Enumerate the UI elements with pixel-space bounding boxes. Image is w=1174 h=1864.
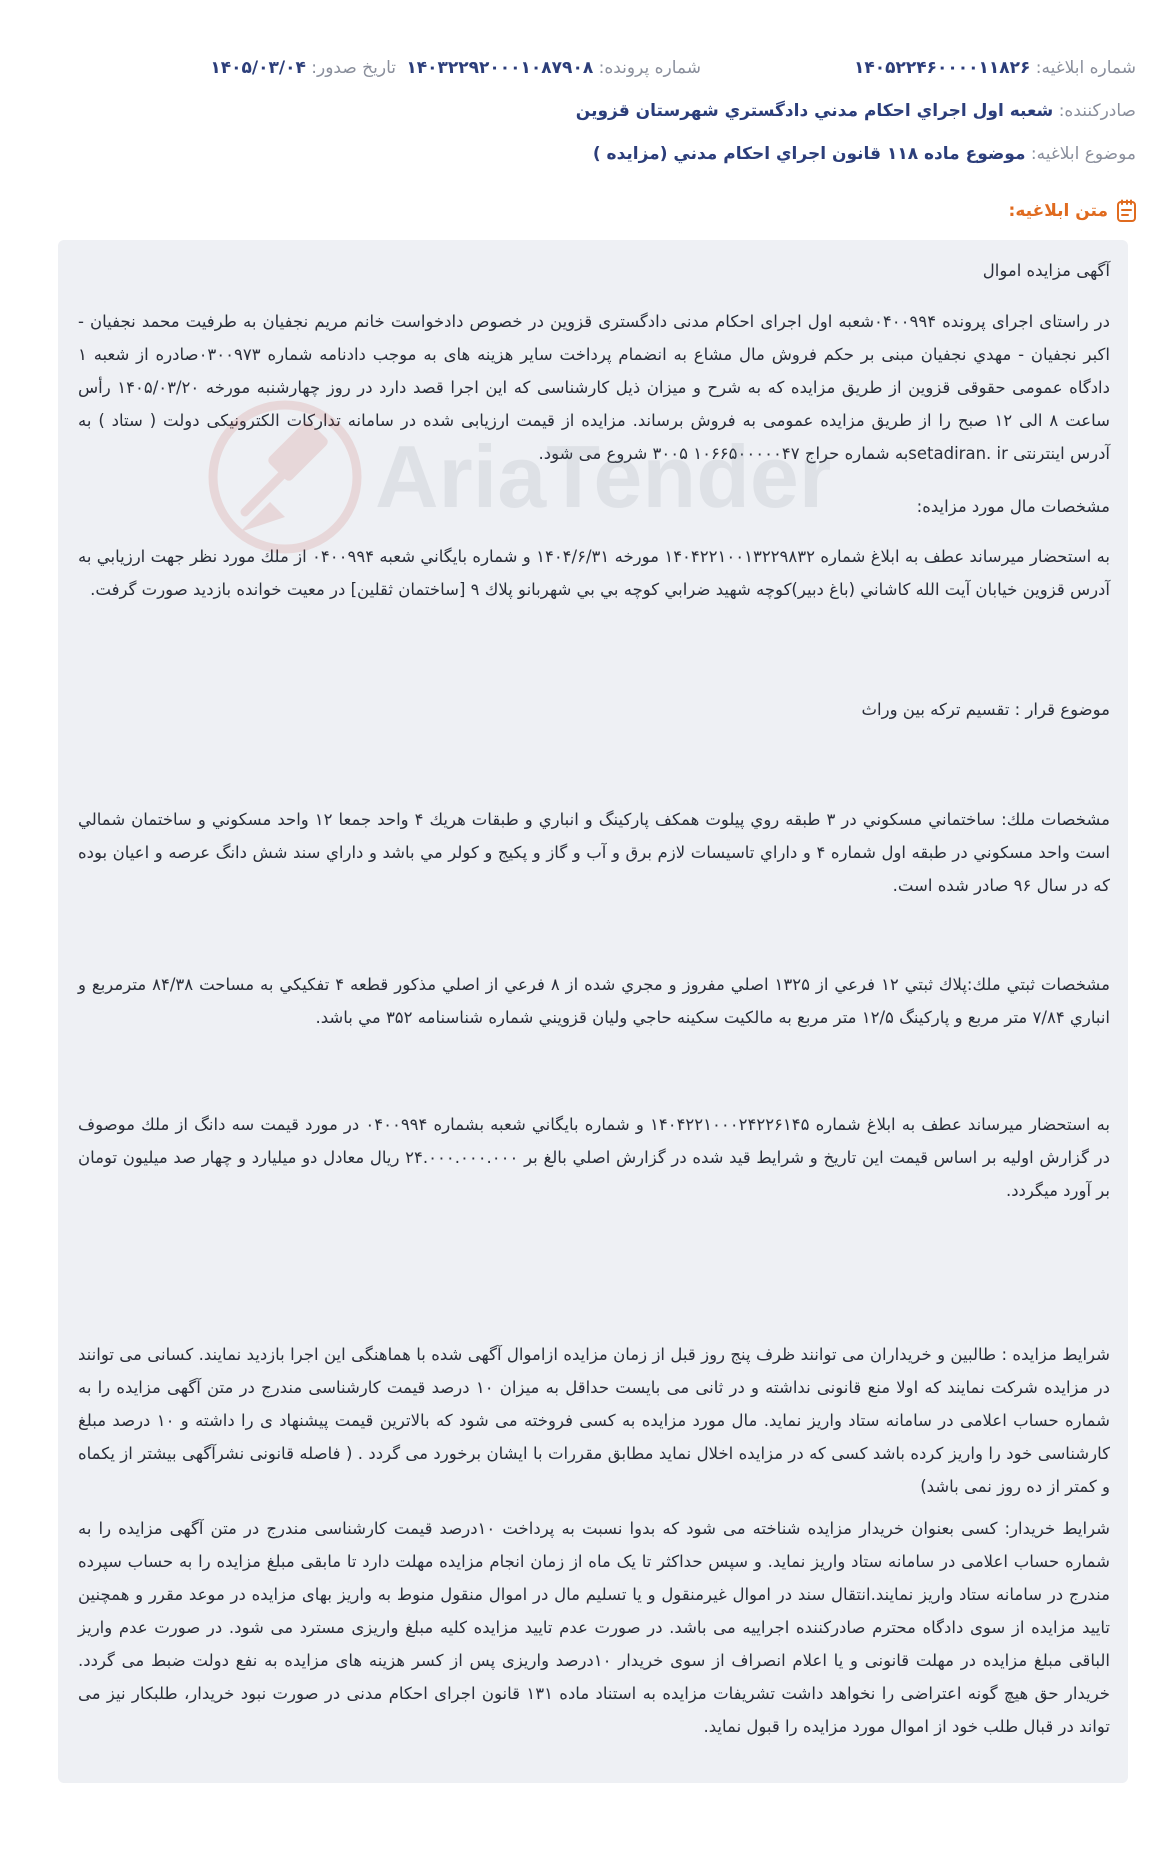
notice-text-heading-label: متن ابلاغیه:	[1008, 201, 1108, 221]
issuer-label: صادرکننده:	[1058, 101, 1136, 121]
order-subject: موضوع قرار : تقسيم تركه بين وراث	[861, 700, 1110, 719]
notice-number-value: ۱۴۰۵۲۲۴۶۰۰۰۰۱۱۸۲۶	[853, 58, 1031, 78]
issuer-row	[576, 99, 1136, 123]
intro-paragraph: در راستای اجرای پرونده ۰۴۰۰۹۹۴شعبه اول اجرای احکام مدنی دادگستری قزوین در خصوص دادخواست خانم مریم نجفیان به طرفیت محمد نجفیان - اکبر نجفیان - مهدي نجفيان مبنی بر حکم فروش مال مشاع به انضمام پرداخت سایر هزینه های به موجب دادنامه شماره ۰۳۰۰۹۷۳صادره از شعبه ۱ دادگاه عمومی حقوقی قزوین از طریق مزایده که به شرح و میزان ذیل کارشناسی که این اجرا قصد دارد در روز چهارشنبه مورخه ۱۴۰۵/۰۳/۲۰ رأس ساعت ۸ الی ۱۲ صبح را از طریق مزایده عمومی به فروش برساند. مزایده از قیمت ارزیابی شده در سامانه تدارکات الکترونیکی دولت ( ستاد ) به آدرس اینترنتی setadiran. irبه شماره حراج ۱۰۶۶۵۰۰۰۰۰۴۷ ۳۰۰۵ شروع می شود.	[78, 312, 1110, 463]
valuation-paragraph: به استحضار ميرساند عطف به ابلاغ شماره ۱۴۰۴۲۲۱۰۰۰۲۴۲۲۶۱۴۵ و شماره بايگاني شعبه بشماره ۰۴۰۰۹۹۴ در مورد قيمت سه دانگ از ملك موصوف در گزارش اوليه بر اساس قيمت اين تاريخ و شرايط قيد شده در گزارش اصلي بالغ بر ۲۴.۰۰۰.۰۰۰.۰۰۰ ريال معادل دو ميليارد و چهار صد ميليون تومان بر آورد ميگردد.	[78, 1115, 1111, 1200]
issue-date-value: ۱۴۰۵/۰۳/۰۴	[210, 58, 306, 78]
auction-title: آگهی مزایده اموال	[982, 261, 1110, 280]
buyer-terms: شرایط خریدار: کسی بعنوان خریدار مزایده شناخته می شود که بدوا نسبت به پرداخت ۱۰درصد قیمت کارشناسی مندرج در متن آگهی مزایده را به شماره حساب اعلامی در سامانه ستاد واریز نماید. و سپس حداکثر تا یک ماه از زمان انجام مزایده مهلت دارد تا مابقی مبلغ مزایده را به حساب سپرده مندرج در سامانه ستاد واریز نمایند.انتقال سند در اموال غیرمنقول و یا تسلیم مال در اموال منقول منوط به واریز بهای مزایده در موعد مقرر و همچنین تایید مزایده از سوی دادگاه محترم صادرکننده اجراییه می باشد. در صورت عدم تایید مزایده کلیه مبلغ واریزی مسترد می شود. در صورت عدم واریز الباقی مبلغ مزایده در مهلت قانونی و یا اعلام انصراف از سوی خریدار ۱۰درصد واریزی پس از کسر هزینه های مزایده به نفع دولت ضبط می گردد. خریدار حق هیچ گونه اعتراضی را نخواهد داشت تشریفات مزایده به استناد ماده ۱۳۱ قانون اجرای احکام مدنی در صورت نبود خریدار، طلبکار نیز می تواند در قبال طلب خود از اموال مورد مزایده را قبول نماید.	[78, 1519, 1111, 1736]
document-icon	[1116, 199, 1138, 223]
appraisal-paragraph: به استحضار ميرساند عطف به ابلاغ شماره ۱۴۰۴۲۲۱۰۰۱۳۲۲۹۸۳۲ مورخه ۱۴۰۴/۶/۳۱ و شماره بايگاني شعبه ۰۴۰۰۹۹۴ از ملك مورد نظر جهت ارزيابي به آدرس قزوين خيابان آيت الله كاشاني (باغ دبير)كوچه شهيد ضرابي كوچه بي بي شهربانو پلاك ۹ [ساختمان ثقلين] در معيت خوانده بازديد صورت گرفت.	[78, 547, 1111, 599]
subject-value: موضوع ماده ۱۱۸ قانون اجراي احكام مدني (مزايده )	[592, 144, 1026, 164]
issue-date	[210, 56, 396, 80]
file-number	[406, 56, 701, 80]
property-heading: مشخصات مال مورد مزایده:	[916, 497, 1110, 516]
notice-number-label: شماره ابلاغیه:	[1035, 58, 1136, 78]
registration-specs: مشخصات ثبتي ملك:پلاك ثبتي ۱۲ فرعي از ۱۳۲۵ اصلي مفروز و مجري شده از ۸ فرعي از اصلي مذكور قطعه ۴ تفكيكي به مساحت ۸۴/۳۸ مترمربع و انباري ۷/۸۴ متر مربع و پاركينگ ۱۲/۵ متر مربع به مالكيت سكينه حاجي وليان قزويني شماره شناسنامه ۳۵۲ مي باشد.	[78, 975, 1110, 1027]
file-number-value: ۱۴۰۳۲۲۹۲۰۰۰۱۰۸۷۹۰۸	[406, 58, 594, 78]
notice-body	[58, 240, 1128, 1783]
file-number-label: شماره پرونده:	[598, 58, 701, 78]
issuer-value: شعبه اول اجراي احكام مدني دادگستري شهرستان قزوين	[575, 101, 1054, 121]
notice-number	[854, 56, 1136, 80]
property-specs: مشخصات ملك: ساختماني مسكوني در ۳ طبقه روي پيلوت همكف پاركينگ و انباري و طبقات هريك ۴ واحد جمعا ۱۲ واحد مسكوني و ساختمان شمالي است واحد مسكوني در طبقه اول شماره ۴ و داراي تاسيسات لازم برق و آب و گاز و پكيج و كولر مي باشد و داراي سند شش دانگ عرصه و اعيان بوده كه در سال ۹۶ صادر شده است.	[78, 810, 1111, 895]
auction-terms: شرایط مزایده : طالبین و خریداران می توانند ظرف پنج روز قبل از زمان مزایده ازاموال آگهی شده با هماهنگی این اجرا بازدید نمایند. کسانی می توانند در مزایده شرکت نمایند که اولا منع قانونی نداشته و در ثانی می بایست حداقل به میزان ۱۰ درصد قیمت کارشناسی مندرج در متن آگهی مزایده را به شماره حساب اعلامی در سامانه ستاد واریز نماید. مال مورد مزایده به کسی فروخته می شود که بالاترین قیمت پیشنهاد ی را داشته و ۱۰ درصد مبلغ کارشناسی خود را واریز کرده باشد کسی که در مزایده اخلال نماید مطابق مقررات با ایشان برخورد می گردد . ( فاصله قانونی نشرآگهی بیشتر از یکماه و کمتر از ده روز نمی باشد)	[78, 1345, 1110, 1496]
issue-date-label: تاریخ صدور:	[311, 58, 396, 78]
subject-row	[593, 142, 1136, 166]
notice-text-heading	[1009, 199, 1138, 223]
subject-label: موضوع ابلاغیه:	[1030, 144, 1136, 164]
